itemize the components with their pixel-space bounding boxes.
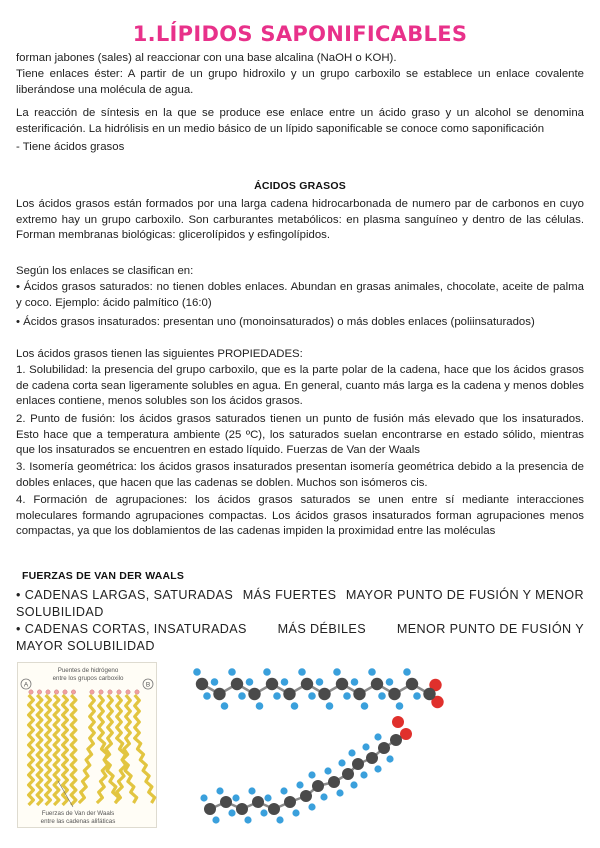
carboxyl-group (135, 690, 139, 694)
saturated-chain (63, 695, 68, 805)
unsaturated-chain (117, 695, 137, 803)
unsaturated-chain (135, 695, 155, 803)
carbon-atom (268, 803, 280, 815)
carbon-atom (248, 688, 260, 700)
carboxyl-group (126, 690, 130, 694)
hydrogen-atom (396, 702, 404, 710)
unsaturated-chain (99, 695, 119, 803)
hydrogen-atom (324, 767, 331, 774)
higher-melting-point-label: MAYOR PUNTO DE FUSIÓN Y MENOR (345, 588, 584, 602)
saturated-fatty-acids: • Ácidos grasos saturados: no tienen dobles enlaces. Abundan en grasas animales, chocolate, aceite de palma y coco. Ejemplo: ácido palmítico (16:0) (16, 281, 584, 309)
property-aggregation: 4. Formación de agrupaciones: los ácidos grasos saturados se unen entre sí mediante interacciones moleculares formando agrupaciones compactas. Los ácidos grasos insaturados forman agrupaciones menos compactas, ya que los doblamientos de las cadenas impiden la proximidad entre las moléculas (16, 494, 584, 538)
hydrogen-atom (238, 692, 246, 700)
hydrogen-atom (211, 678, 219, 686)
carbon-atom (284, 796, 296, 808)
van-der-waals-label-line2: entre las cadenas alifáticas (40, 818, 116, 825)
hydrogen-bonds-label-line1: Puentes de hidrógeno (57, 667, 119, 674)
carboxyl-group (46, 690, 50, 694)
higher-solubility-label: MAYOR SOLUBILIDAD (16, 639, 155, 653)
carbon-atom (236, 803, 248, 815)
hydrogen-atom (291, 702, 299, 710)
hydrogen-atom (232, 794, 239, 801)
hydrogen-atom (403, 668, 411, 676)
panel-a-label: A (23, 681, 29, 689)
unsaturated-fatty-acids: • Ácidos grasos insaturados: presentan uno (monoinsaturados) o más dobles enlaces (poliinsaturados) (16, 316, 535, 328)
hydrogen-atom (361, 702, 369, 710)
hydrogen-atom (276, 816, 283, 823)
hydrogen-atom (216, 787, 223, 794)
carbon-atom (336, 678, 348, 690)
hydrogen-atom (281, 678, 289, 686)
lower-solubility-label: SOLUBILIDAD (16, 605, 104, 619)
carbon-atom (204, 803, 216, 815)
carbon-atom (318, 688, 330, 700)
hydrogen-atom (326, 702, 334, 710)
weaker-forces-label: MÁS DÉBILES (277, 622, 367, 636)
hydrogen-atom (386, 678, 394, 686)
hydrogen-atom (374, 733, 381, 740)
hydrogen-atom (338, 759, 345, 766)
hydrogen-atom (351, 678, 359, 686)
van-der-waals-label-line1: Fuerzas de Van der Waals (41, 810, 115, 817)
properties-intro: Los ácidos grasos tienen las siguientes PROPIEDADES: (16, 348, 303, 360)
carbon-atom (328, 776, 340, 788)
carbon-atom (213, 688, 225, 700)
carbon-atom (406, 678, 418, 690)
hydrogen-atom (360, 771, 367, 778)
carboxyl-group (99, 690, 103, 694)
carbon-atom (342, 768, 354, 780)
oxygen-atom (392, 716, 404, 728)
hydrogen-atom (228, 668, 236, 676)
carbon-atom (352, 758, 364, 770)
hydrogen-atom (316, 678, 324, 686)
hydrogen-atom (273, 692, 281, 700)
classification-intro: Según los enlaces se clasifican en: (16, 265, 194, 277)
carbon-atom (196, 678, 208, 690)
carbon-atom (388, 688, 400, 700)
molecule-models-figure (188, 664, 468, 826)
unsaturated-fatty-acid-model (200, 716, 412, 824)
intro-ester-paragraph: Tiene enlaces éster: A partir de un grupo hidroxilo y un grupo carboxilo se establece un enlace covalente liberándose una molécula de agua. (16, 68, 584, 96)
carbon-atom (378, 742, 390, 754)
unsaturated-chain (79, 695, 94, 803)
carbon-atom (312, 780, 324, 792)
hydrogen-atom (203, 692, 211, 700)
hydrogen-atom (264, 794, 271, 801)
hydrogen-atom (308, 771, 315, 778)
panel-b-label: B (145, 681, 151, 689)
carbon-atom (301, 678, 313, 690)
hydrogen-atom (193, 668, 201, 676)
saturated-fatty-acid-model (193, 668, 444, 710)
saturated-chain (71, 695, 76, 805)
property-solubility: 1. Solubilidad: la presencia del grupo carboxilo, que es la parte polar de la cadena, hace que los ácidos grasos de cadena corta sean ligeramente solubles en agua. En general, cuanto más larga es la cadena y menos dobles enlaces contiene, menos solubles son los ácidos grasos. (16, 364, 584, 408)
hydrogen-atom (280, 787, 287, 794)
carboxyl-group (90, 690, 94, 694)
saturated-chain (29, 695, 34, 805)
hydrogen-atom (320, 793, 327, 800)
carbon-atom (390, 734, 402, 746)
summary-row-long-chains (16, 587, 584, 604)
carbon-atom (300, 790, 312, 802)
hydrogen-atom (221, 702, 229, 710)
carbon-atom (266, 678, 278, 690)
carbon-atom (231, 678, 243, 690)
hydrogen-atom (343, 692, 351, 700)
hydrogen-atom (308, 803, 315, 810)
van-der-waals-summary (16, 587, 584, 655)
carbon-atom (371, 678, 383, 690)
hydrogen-atom (263, 668, 271, 676)
short-chains-label: • CADENAS CORTAS, INSATURADAS (16, 622, 247, 636)
hydrogen-atom (228, 809, 235, 816)
carboxyl-group (108, 690, 112, 694)
fatty-acids-description: Los ácidos grasos están formados por una larga cadena hidrocarbonada de numero par de carbonos en cuyo extremo hay un grupo carboxilo. Son carburantes metabólicos: en plasma sanguíneo y dentro de las células. Forman membranas biológicas: glicerolípidos y esfingolípidos. (16, 198, 584, 242)
carboxyl-group (117, 690, 121, 694)
hydrogen-atom (246, 678, 254, 686)
fatty-acids-heading: ÁCIDOS GRASOS (254, 180, 346, 192)
unsaturated-chains-group (79, 690, 155, 803)
hydrogen-atom (308, 692, 316, 700)
saturated-chain (54, 695, 59, 805)
hydrogen-atom (386, 755, 393, 762)
carbon-atom (283, 688, 295, 700)
hydrogen-atom (362, 743, 369, 750)
hydrogen-atom (256, 702, 264, 710)
carbon-atom (353, 688, 365, 700)
carboxyl-group (29, 690, 33, 694)
lower-melting-point-label: MENOR PUNTO DE FUSIÓN Y (396, 622, 584, 636)
carbon-atom (366, 752, 378, 764)
packing-illustration (18, 663, 158, 829)
hydrogen-atom (368, 668, 376, 676)
hydrogen-atom (296, 781, 303, 788)
carboxyl-group (71, 690, 75, 694)
hydrogen-atom (350, 781, 357, 788)
hydrogen-atom (378, 692, 386, 700)
intro-esterification-paragraph: La reacción de síntesis en la que se produce ese enlace entre un ácido graso y un alcohol se denomina esterificación. La hidrólisis en un medio básico de un lípido saponificable se conoce como saponificación (16, 107, 584, 135)
carboxyl-group (63, 690, 67, 694)
hydrogen-atom (348, 749, 355, 756)
fatty-acid-packing-figure (17, 662, 157, 828)
hydrogen-atom (244, 816, 251, 823)
intro-line-1: forman jabones (sales) al reaccionar con una base alcalina (NaOH o KOH). (16, 52, 397, 64)
property-melting-point: 2. Punto de fusión: los ácidos grasos saturados tienen un punto de fusión más elevado que los insaturados. Esto hace que a temperatura ambiente (25 ºC), los saturados suelan encontrarse en estado sólido, mientras que los insaturados se encuentren en estado líquido. Fuerzas de Van der Waals (16, 413, 584, 457)
hydrogen-atom (333, 668, 341, 676)
van-der-waals-heading: FUERZAS DE VAN DER WAALS (22, 570, 185, 582)
carbon-atom (220, 796, 232, 808)
hydrogen-atom (374, 765, 381, 772)
hydrogen-atom (413, 692, 421, 700)
stronger-forces-label: MÁS FUERTES (242, 588, 337, 602)
property-geometric-isomerism: 3. Isomería geométrica: los ácidos grasos insaturados presentan isomería geométrica debido a la presencia de dobles enlaces, que hacen que las cadenas se doblen. Muchos son isómeros cis. (16, 461, 584, 489)
hydrogen-atom (248, 787, 255, 794)
saturated-chains-group (29, 690, 76, 805)
carboxyl-group (54, 690, 58, 694)
hydrogen-atom (200, 794, 207, 801)
oxygen-atom (400, 728, 412, 740)
saturated-chain (46, 695, 51, 805)
summary-row-short-chains (16, 621, 584, 638)
hydrogen-atom (336, 789, 343, 796)
hydrogen-atom (260, 809, 267, 816)
page-title: 1.LÍPIDOS SAPONIFICABLES (132, 22, 468, 46)
carboxyl-group (37, 690, 41, 694)
saturated-chain (37, 695, 42, 805)
carbon-atom (423, 688, 435, 700)
long-chains-label: • CADENAS LARGAS, SATURADAS (16, 588, 234, 602)
hydrogen-atom (292, 809, 299, 816)
carbon-atom (252, 796, 264, 808)
intro-fatty-acids-note: - Tiene ácidos grasos (16, 141, 125, 153)
hydrogen-atom (298, 668, 306, 676)
molecule-models (188, 664, 468, 826)
hydrogen-atom (212, 816, 219, 823)
hydrogen-bonds-label-line2: entre los grupos carboxilo (52, 675, 124, 682)
